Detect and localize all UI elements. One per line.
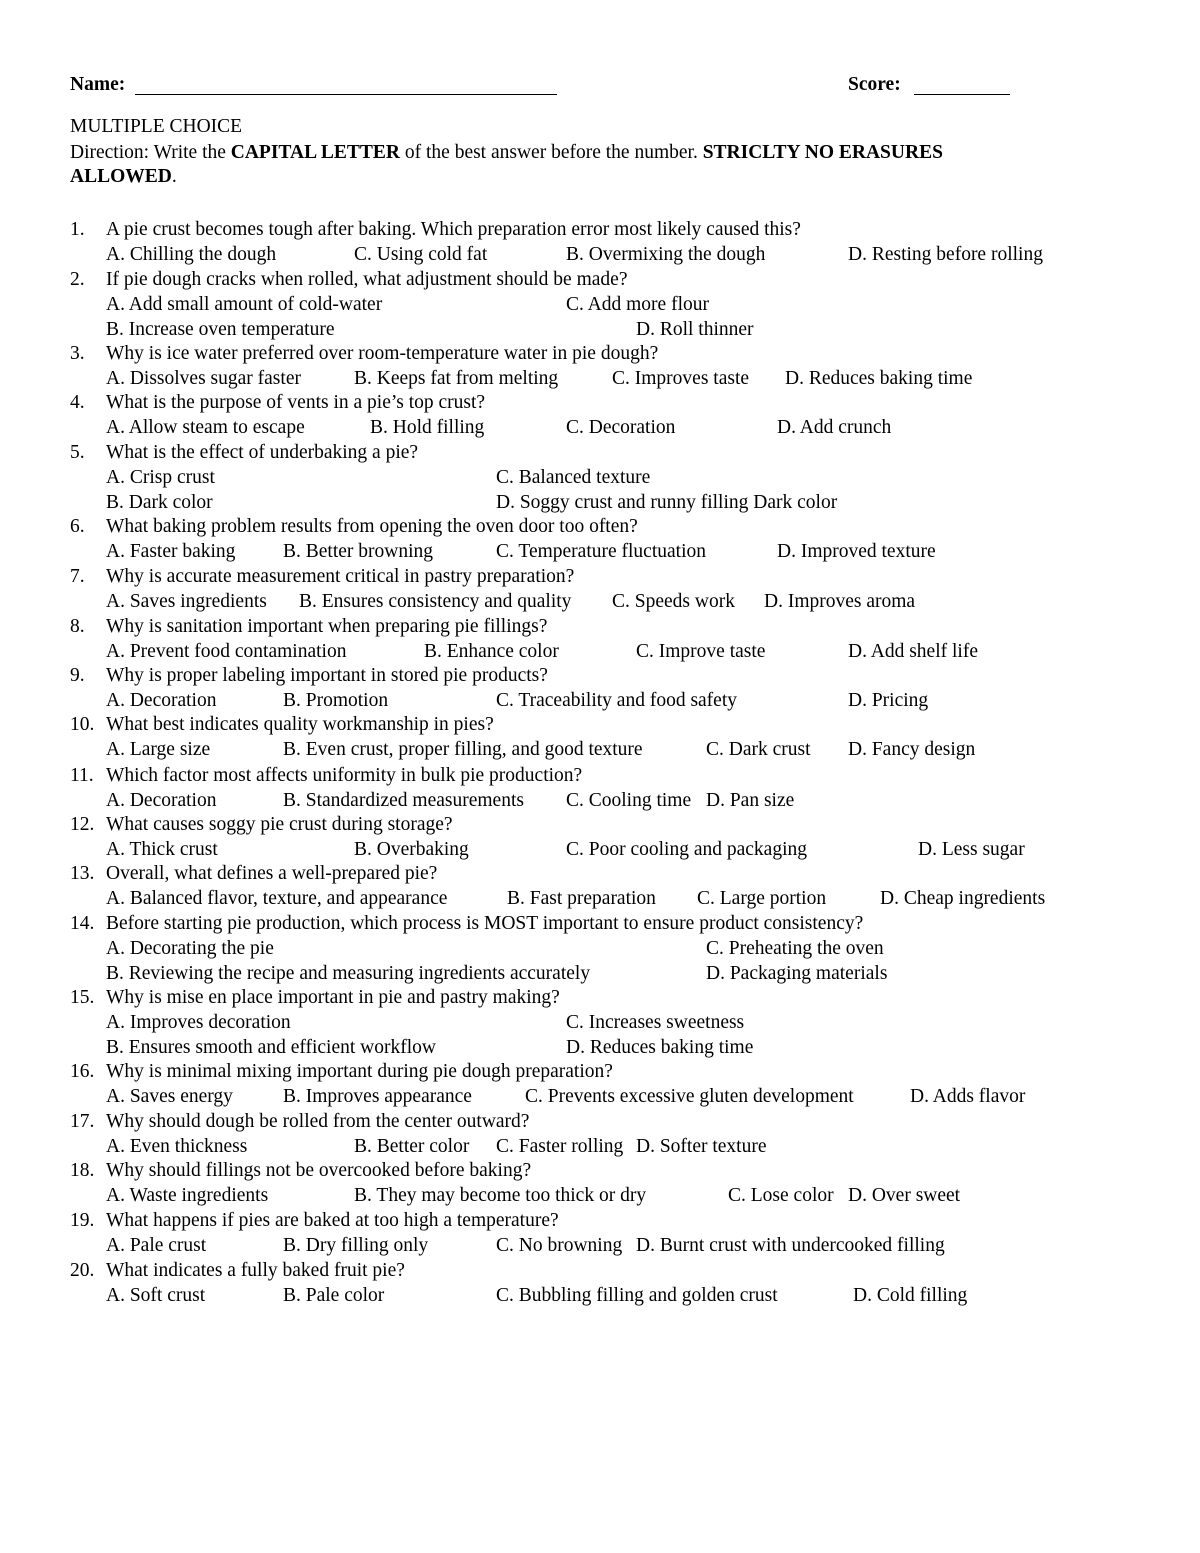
answer-option: D. Reduces baking time <box>785 368 973 389</box>
question-text: Why is minimal mixing important during pie dough preparation? <box>106 1061 613 1082</box>
answer-option: C. Increases sweetness <box>566 1012 745 1033</box>
answer-option: A. Waste ingredients <box>106 1185 269 1206</box>
answer-option: C. Cooling time <box>566 790 692 811</box>
name-label: Name: <box>70 74 126 95</box>
answer-option: D. Softer texture <box>636 1136 767 1157</box>
answer-option: C. Speeds work <box>612 591 735 612</box>
answer-option: A. Improves decoration <box>106 1012 291 1033</box>
answer-option: B. Reviewing the recipe and measuring ingredients accurately <box>106 962 591 984</box>
answer-option: B. Dry filling only <box>283 1235 429 1256</box>
directions-emphasis-allowed: ALLOWED <box>70 166 172 187</box>
answer-option: D. Add crunch <box>777 417 892 438</box>
question-number[interactable]: 6. <box>70 516 85 537</box>
question-number[interactable]: 14. <box>70 913 95 934</box>
question-text: Why is accurate measurement critical in pastry preparation? <box>106 566 575 587</box>
question-text: What indicates a fully baked fruit pie? <box>106 1260 405 1281</box>
answer-option: B. Ensures consistency and quality <box>299 591 572 612</box>
question-text: What baking problem results from opening the oven door too often? <box>106 516 638 537</box>
answer-option: C. Using cold fat <box>354 244 488 265</box>
answer-option: B. Hold filling <box>370 417 485 438</box>
question-text: Why is ice water preferred over room-temperature water in pie dough? <box>106 343 659 364</box>
question-text: What causes soggy pie crust during storage? <box>106 814 453 835</box>
answer-option: A. Large size <box>106 739 211 760</box>
answer-option: A. Dissolves sugar faster <box>106 368 301 389</box>
answer-option: D. Less sugar <box>918 839 1025 860</box>
answer-option: B. Fast preparation <box>507 888 656 909</box>
answer-option: D. Packaging materials <box>706 962 888 984</box>
question-number[interactable]: 16. <box>70 1061 95 1082</box>
answer-option: A. Crisp crust <box>106 467 215 488</box>
question-text: A pie crust becomes tough after baking. Which preparation error most likely caused this? <box>106 219 801 240</box>
answer-option: D. Soggy crust and runny filling Dark color <box>496 491 838 513</box>
answer-option: B. Increase oven temperature <box>106 318 335 340</box>
answer-option: D. Improves aroma <box>764 591 916 612</box>
answer-option: C. Preheating the oven <box>706 938 884 959</box>
question-number[interactable]: 15. <box>70 987 95 1008</box>
answer-option: C. Decoration <box>566 417 676 438</box>
answer-option: B. They may become too thick or dry <box>354 1185 647 1206</box>
answer-option: D. Resting before rolling <box>848 244 1043 265</box>
answer-option: D. Cheap ingredients <box>880 888 1046 909</box>
directions-middle: of the best answer before the number. <box>400 142 703 163</box>
directions-line-2 <box>70 167 177 187</box>
answer-option: C. Dark crust <box>706 739 811 760</box>
answer-option: D. Pricing <box>848 690 929 711</box>
answer-option: B. Promotion <box>283 690 389 711</box>
answer-option: A. Saves ingredients <box>106 591 267 612</box>
answer-option: B. Dark color <box>106 491 213 513</box>
question-number[interactable]: 8. <box>70 616 85 637</box>
score-label: Score: <box>848 74 901 95</box>
question-number[interactable]: 11. <box>70 765 94 786</box>
directions-end: . <box>171 166 177 187</box>
directions-lead: Direction: Write the <box>70 142 231 163</box>
answer-option: B. Keeps fat from melting <box>354 368 559 389</box>
answer-option: D. Pan size <box>706 790 795 811</box>
answer-option: C. No browning <box>496 1235 623 1256</box>
answer-option: A. Even thickness <box>106 1136 248 1157</box>
answer-option: A. Faster baking <box>106 541 236 562</box>
question-text: What is the effect of underbaking a pie? <box>106 442 419 463</box>
directions-emphasis-capital: CAPITAL LETTER <box>230 142 400 163</box>
question-number[interactable]: 3. <box>70 343 85 364</box>
answer-option: B. Ensures smooth and efficient workflow <box>106 1036 436 1058</box>
answer-option: C. Improves taste <box>612 368 750 389</box>
question-text: Overall, what defines a well-prepared pie? <box>106 863 438 884</box>
question-text: Why should dough be rolled from the center outward? <box>106 1111 530 1132</box>
section-title: MULTIPLE CHOICE <box>70 116 243 137</box>
answer-option: C. Poor cooling and packaging <box>566 839 807 860</box>
answer-option: B. Improves appearance <box>283 1086 472 1107</box>
answer-option: C. Bubbling filling and golden crust <box>496 1285 778 1306</box>
answer-option: D. Improved texture <box>777 541 936 562</box>
question-number[interactable]: 9. <box>70 665 85 686</box>
score-blank-line[interactable] <box>914 94 1010 95</box>
answer-option: B. Better browning <box>283 541 434 562</box>
answer-option: A. Decoration <box>106 690 217 711</box>
answer-option: C. Traceability and food safety <box>496 690 737 711</box>
question-number[interactable]: 18. <box>70 1160 95 1181</box>
answer-option: B. Overmixing the dough <box>566 244 766 265</box>
answer-option: D. Fancy design <box>848 739 976 760</box>
answer-option: D. Reduces baking time <box>566 1036 754 1058</box>
answer-option: A. Add small amount of cold-water <box>106 294 383 315</box>
answer-option: C. Temperature fluctuation <box>496 541 706 562</box>
answer-option: A. Prevent food contamination <box>106 641 347 662</box>
answer-option: D. Add shelf life <box>848 641 978 662</box>
answer-option: C. Lose color <box>728 1185 834 1206</box>
answer-option: A. Decoration <box>106 790 217 811</box>
answer-option: A. Soft crust <box>106 1285 206 1306</box>
answer-option: C. Improve taste <box>636 641 766 662</box>
answer-option: C. Large portion <box>697 888 827 909</box>
question-text: Why should fillings not be overcooked before baking? <box>106 1160 532 1181</box>
answer-option: D. Over sweet <box>848 1185 961 1206</box>
question-text: Before starting pie production, which process is MOST important to ensure product consistency? <box>106 913 864 934</box>
answer-option: C. Add more flour <box>566 294 709 315</box>
question-text: Why is proper labeling important in stored pie products? <box>106 665 548 686</box>
answer-option: A. Decorating the pie <box>106 938 274 959</box>
question-text: What happens if pies are baked at too high a temperature? <box>106 1210 559 1231</box>
directions-line-1 <box>70 143 943 163</box>
answer-option: A. Allow steam to escape <box>106 417 305 438</box>
answer-option: C. Balanced texture <box>496 467 651 488</box>
answer-option: A. Chilling the dough <box>106 244 277 265</box>
answer-option: C. Prevents excessive gluten development <box>525 1086 854 1107</box>
question-number[interactable]: 10. <box>70 714 95 735</box>
question-number[interactable]: 12. <box>70 814 95 835</box>
answer-option: A. Thick crust <box>106 839 218 860</box>
question-text: Why is sanitation important when preparing pie fillings? <box>106 616 548 637</box>
directions-emphasis-erasures: STRICLTY NO ERASURES <box>702 142 943 163</box>
question-number[interactable]: 5. <box>70 442 85 463</box>
answer-option: B. Pale color <box>283 1285 385 1306</box>
question-text: Why is mise en place important in pie and pastry making? <box>106 987 560 1008</box>
name-blank-line[interactable] <box>135 94 557 95</box>
question-number[interactable]: 1. <box>70 219 85 240</box>
question-text: If pie dough cracks when rolled, what adjustment should be made? <box>106 269 628 290</box>
question-number[interactable]: 7. <box>70 566 85 587</box>
question-number[interactable]: 19. <box>70 1210 95 1231</box>
answer-option: D. Burnt crust with undercooked filling <box>636 1235 945 1256</box>
question-number[interactable]: 20. <box>70 1260 95 1281</box>
answer-option: A. Pale crust <box>106 1235 207 1256</box>
answer-option: B. Better color <box>354 1136 470 1157</box>
answer-option: D. Adds flavor <box>910 1086 1026 1107</box>
answer-option: A. Saves energy <box>106 1086 233 1107</box>
answer-option: D. Cold filling <box>853 1285 968 1306</box>
question-text: Which factor most affects uniformity in bulk pie production? <box>106 765 583 786</box>
answer-option: A. Balanced flavor, texture, and appearance <box>106 888 448 909</box>
answer-option: B. Overbaking <box>354 839 469 860</box>
question-text: What best indicates quality workmanship in pies? <box>106 714 494 735</box>
question-number[interactable]: 13. <box>70 863 95 884</box>
question-text: What is the purpose of vents in a pie’s top crust? <box>106 392 486 413</box>
question-number[interactable]: 4. <box>70 392 85 413</box>
answer-option: B. Enhance color <box>424 641 559 662</box>
answer-option: C. Faster rolling <box>496 1136 624 1157</box>
answer-option: B. Even crust, proper filling, and good texture <box>283 739 643 760</box>
answer-option: D. Roll thinner <box>636 318 754 340</box>
question-number[interactable]: 2. <box>70 269 85 290</box>
answer-option: B. Standardized measurements <box>283 790 524 811</box>
question-number[interactable]: 17. <box>70 1111 95 1132</box>
